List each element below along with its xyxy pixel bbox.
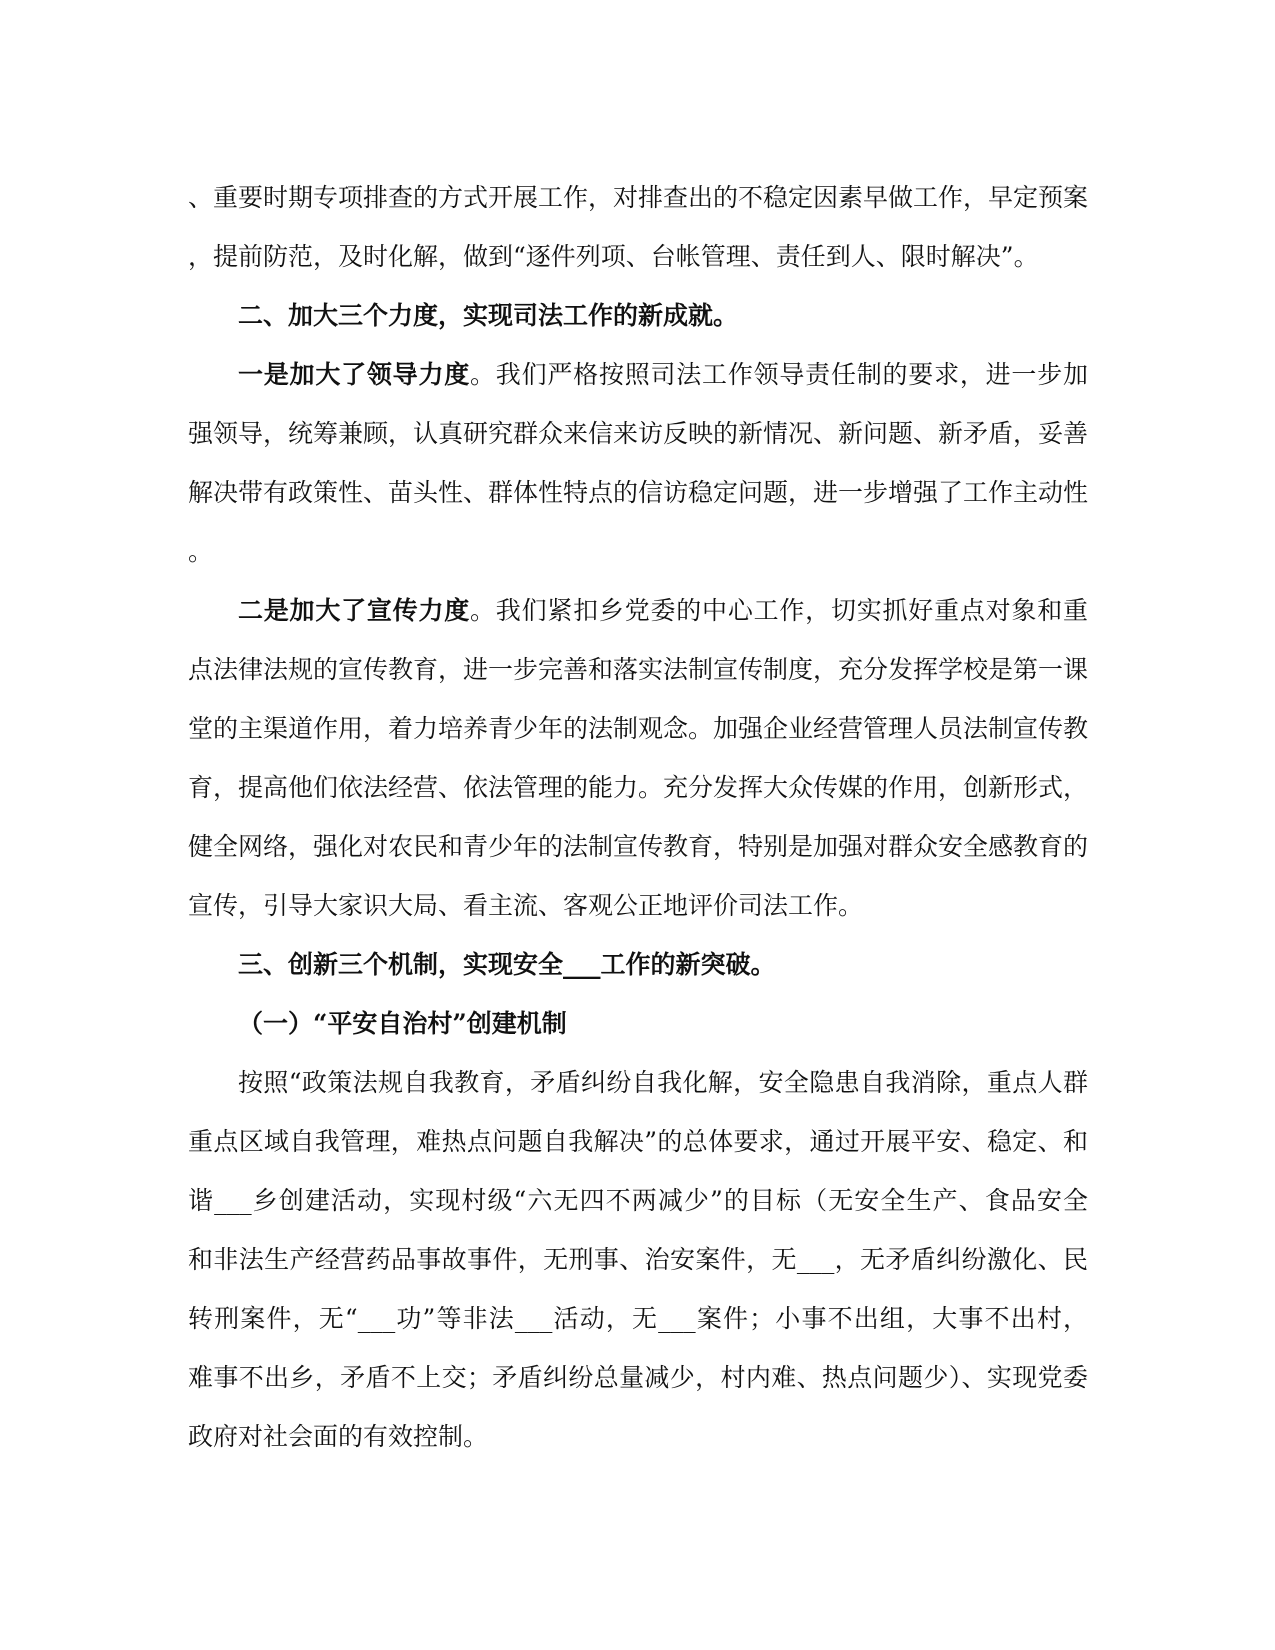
lead-phrase: 二是加大了宣传力度 bbox=[238, 596, 471, 625]
paragraph-line: 堂的主渠道作用，着力培养青少年的法制观念。加强企业经营管理人员法制宣传教 bbox=[188, 714, 1089, 743]
paragraph-line: 重点区域自我管理，难热点问题自我解决”的总体要求，通过开展平安、稳定、和 bbox=[188, 1127, 1088, 1156]
document-body bbox=[188, 168, 1088, 1466]
paragraph-line: 宣传，引导大家识大局、看主流、客观公正地评价司法工作。 bbox=[188, 891, 864, 920]
paragraph-line: 转刑案件，无“___功”等非法___活动，无___案件；小事不出组，大事不出村， bbox=[188, 1304, 1088, 1333]
lead-phrase: 一是加大了领导力度 bbox=[238, 360, 471, 389]
subsection-heading: （一）“平安自治村”创建机制 bbox=[238, 1009, 567, 1038]
lead-rest: 。我们紧扣乡党委的中心工作，切实抓好重点对象和重 bbox=[470, 596, 1088, 625]
section-heading-3: 三、创新三个机制，实现安全___工作的新突破。 bbox=[238, 950, 776, 979]
paragraph-line: 。 bbox=[188, 537, 214, 566]
section-heading-2: 二、加大三个力度，实现司法工作的新成就。 bbox=[238, 301, 739, 330]
paragraph-line: 育，提高他们依法经营、依法管理的能力。充分发挥大众传媒的作用，创新形式， bbox=[188, 773, 1089, 802]
paragraph-line: 解决带有政策性、苗头性、群体性特点的信访稳定问题，进一步增强了工作主动性 bbox=[188, 478, 1089, 507]
paragraph-line: 健全网络，强化对农民和青少年的法制宣传教育，特别是加强对群众安全感教育的 bbox=[188, 832, 1089, 861]
paragraph-line bbox=[188, 345, 1088, 404]
paragraph-line: 难事不出乡，矛盾不上交；矛盾纠纷总量减少，村内难、热点问题少）、实现党委 bbox=[188, 1363, 1088, 1392]
lead-rest: 。我们严格按照司法工作领导责任制的要求，进一步加 bbox=[470, 360, 1088, 389]
paragraph-line: 点法律法规的宣传教育，进一步完善和落实法制宣传制度，充分发挥学校是第一课 bbox=[188, 655, 1089, 684]
paragraph-line: 按照“政策法规自我教育，矛盾纠纷自我化解，安全隐患自我消除，重点人群 bbox=[238, 1068, 1088, 1097]
paragraph-line: ，提前防范，及时化解，做到“逐件列项、台帐管理、责任到人、限时解决”。 bbox=[188, 242, 1039, 271]
paragraph-line: 和非法生产经营药品事故事件，无刑事、治安案件，无___，无矛盾纠纷激化、民 bbox=[188, 1245, 1088, 1274]
paragraph-line: 强领导，统筹兼顾，认真研究群众来信来访反映的新情况、新问题、新矛盾，妥善 bbox=[188, 419, 1089, 448]
paragraph-line: 政府对社会面的有效控制。 bbox=[188, 1422, 489, 1451]
paragraph-line: 谐___乡创建活动，实现村级“六无四不两减少”的目标（无安全生产、食品安全 bbox=[188, 1186, 1088, 1215]
paragraph-line bbox=[188, 581, 1088, 640]
paragraph-line: 、重要时期专项排查的方式开展工作，对排查出的不稳定因素早做工作，早定预案 bbox=[188, 183, 1089, 212]
